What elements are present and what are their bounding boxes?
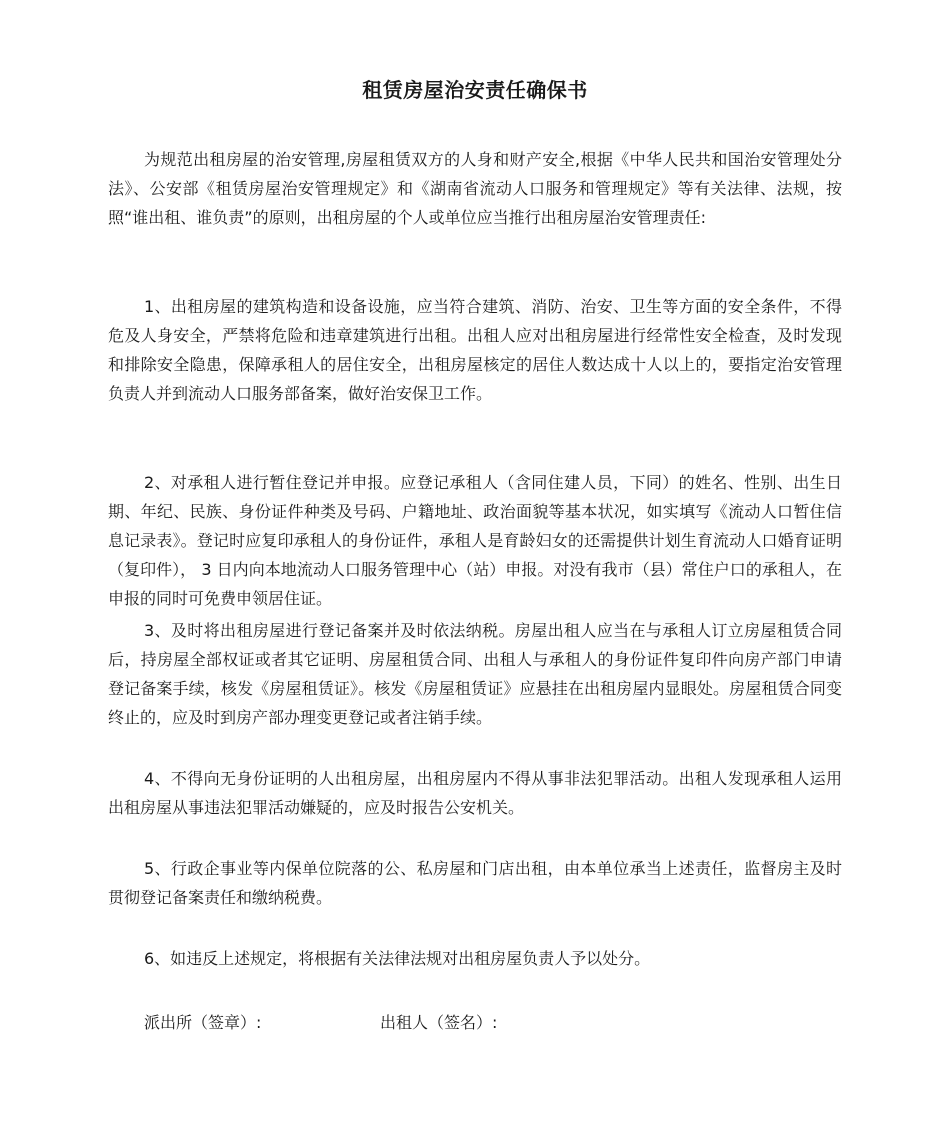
clause-5-paragraph: 5、行政企事业等内保单位院落的公、私房屋和门店出租，由本单位承当上述责任，监督房主及时贯彻登记备案责任和缴纳税费。 (108, 859, 842, 907)
clause-4-paragraph: 4、不得向无身份证明的人出租房屋，出租房屋内不得从事非法犯罪活动。出租人发现承租人运用出租房屋从事违法犯罪活动嫌疑的，应及时报告公安机关。 (108, 769, 842, 817)
police-station-signature-label: 派出所（签章）: (144, 1013, 262, 1032)
landlord-signature-label: 出租人（签名）: (380, 1013, 498, 1032)
clause-2-paragraph: 2、对承租人进行暂住登记并申报。应登记承租人（含同住建人员，下同）的姓名、性别、出生日期、年纪、民族、身份证件种类及号码、户籍地址、政治面貌等基本状况，如实填写《流动人口暂住信息记录表》。登记时应复印承租人的身份证件，承租人是育龄妇女的还需提供计划生育流动人口婚育证明（复印件）， 3 日内向本地流动人口服务管理中心（站）申报。对没有我市（县）常住户口的承租人，在申报的同时可免费申领居住证。 (108, 473, 842, 608)
intro-paragraph: 为规范出租房屋的治安管理,房屋租赁双方的人身和财产安全,根据《中华人民共和国治安管理处分法》、公安部《租赁房屋治安管理规定》和《湖南省流动人口服务和管理规定》等有关法律、法规，按照“谁出租、谁负责”的原则，出租房屋的个人或单位应当推行出租房屋治安管理责任: (108, 150, 842, 227)
clause-3-paragraph: 3、及时将出租房屋进行登记备案并及时依法纳税。房屋出租人应当在与承租人订立房屋租赁合同后，持房屋全部权证或者其它证明、房屋租赁合同、出租人与承租人的身份证件复印件向房产部门申请登记备案手续，核发《房屋租赁证》。核发《房屋租赁证》应悬挂在出租房屋内显眼处。房屋租赁合同变终止的，应及时到房产部办理变更登记或者注销手续。 (108, 621, 842, 727)
document-title: 租赁房屋治安责任确保书 (362, 78, 588, 102)
clause-6-paragraph: 6、如违反上述规定，将根据有关法律法规对出租房屋负责人予以处分。 (144, 949, 651, 968)
clause-1-paragraph: 1、出租房屋的建筑构造和设备设施，应当符合建筑、消防、治安、卫生等方面的安全条件，不得危及人身安全，严禁将危险和违章建筑进行出租。出租人应对出租房屋进行经常性安全检查，及时发现和排除安全隐患，保障承租人的居住安全，出租房屋核定的居住人数达成十人以上的，要指定治安管理负责人并到流动人口服务部备案，做好治安保卫工作。 (108, 297, 842, 403)
